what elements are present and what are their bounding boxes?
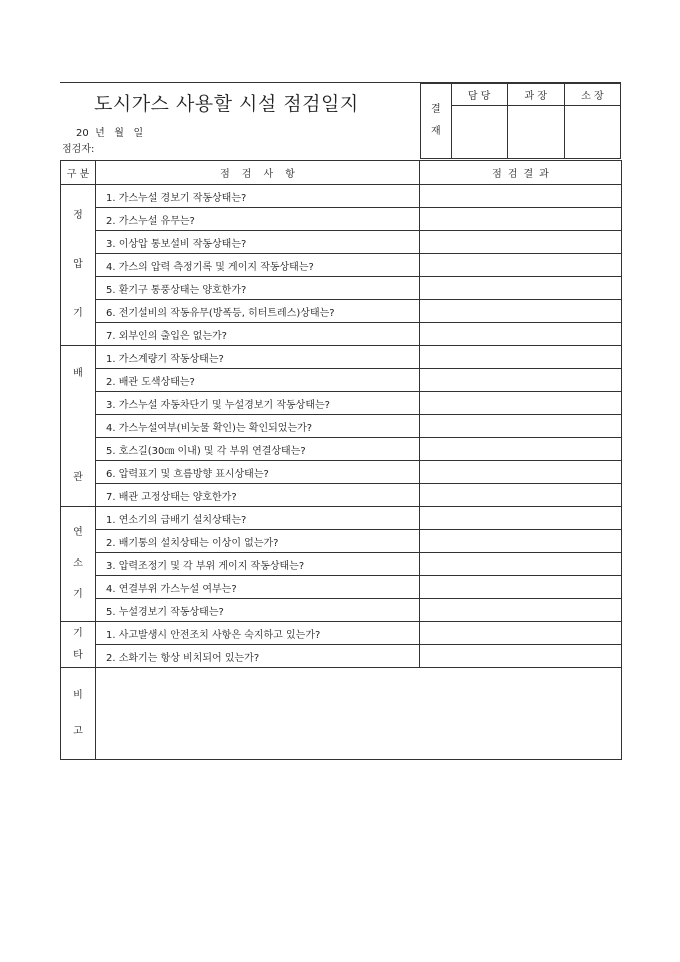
result-cell[interactable]: [420, 300, 622, 323]
check-item: 3. 이상압 통보설비 작동상태는?: [96, 231, 420, 254]
approval-sign-manager[interactable]: [507, 106, 564, 159]
check-item: 7. 외부인의 출입은 없는가?: [96, 323, 420, 346]
result-cell[interactable]: [420, 599, 622, 622]
section-regulator-label: 정 압 기: [61, 185, 96, 346]
approval-jae-label: 재: [430, 126, 441, 137]
approval-role-director: 소 장: [564, 84, 620, 106]
approval-role-manager: 과 장: [507, 84, 564, 106]
section-other-label: 기 타: [61, 622, 96, 668]
date-line: 20 년 월 일: [76, 128, 144, 139]
check-item: 2. 가스누설 유무는?: [96, 208, 420, 231]
check-item: 6. 압력표기 및 흐름방향 표시상태는?: [96, 461, 420, 484]
check-item: 7. 배관 고정상태는 양호한가?: [96, 484, 420, 507]
col-header-items: 점 검 사 항: [96, 161, 420, 185]
approval-gyeol-label: 결: [430, 104, 441, 115]
section-combustor-label: 연 소 기: [61, 507, 96, 622]
approval-label-cell: [421, 84, 452, 159]
result-cell[interactable]: [420, 415, 622, 438]
check-item: 2. 배기통의 설치상태는 이상이 없는가?: [96, 530, 420, 553]
result-cell[interactable]: [420, 231, 622, 254]
check-item: 5. 환기구 통풍상태는 양호한가?: [96, 277, 420, 300]
col-header-results: 점 검 결 과: [420, 161, 622, 185]
check-item: 1. 연소기의 급배기 설치상태는?: [96, 507, 420, 530]
inspector-label: 점검자:: [62, 144, 95, 155]
result-cell[interactable]: [420, 392, 622, 415]
section-piping-label: 배 관: [61, 346, 96, 507]
col-header-category: 구 분: [61, 161, 96, 185]
check-item: 4. 연결부위 가스누설 여부는?: [96, 576, 420, 599]
result-cell[interactable]: [420, 277, 622, 300]
check-item: 3. 가스누설 자동차단기 및 누설경보기 작동상태는?: [96, 392, 420, 415]
check-item: 2. 소화기는 항상 비치되어 있는가?: [96, 645, 420, 668]
approval-role-staff: 담 당: [451, 84, 507, 106]
result-cell[interactable]: [420, 185, 622, 208]
check-item: 2. 배관 도색상태는?: [96, 369, 420, 392]
result-cell[interactable]: [420, 438, 622, 461]
check-item: 4. 가스의 압력 측정기록 및 게이지 작동상태는?: [96, 254, 420, 277]
remarks-field[interactable]: [96, 668, 622, 760]
page-title: 도시가스 사용할 시설 점검일지: [94, 93, 359, 115]
result-cell[interactable]: [420, 645, 622, 668]
check-item: 5. 누설경보기 작동상태는?: [96, 599, 420, 622]
approval-box: [420, 83, 621, 159]
result-cell[interactable]: [420, 208, 622, 231]
inspection-log-sheet: [60, 82, 621, 760]
result-cell[interactable]: [420, 622, 622, 645]
result-cell[interactable]: [420, 530, 622, 553]
checklist-table: [60, 160, 622, 760]
check-item: 1. 사고발생시 안전조치 사항은 숙지하고 있는가?: [96, 622, 420, 645]
check-item: 1. 가스계량기 작동상태는?: [96, 346, 420, 369]
result-cell[interactable]: [420, 323, 622, 346]
check-item: 1. 가스누설 경보기 작동상태는?: [96, 185, 420, 208]
result-cell[interactable]: [420, 254, 622, 277]
check-item: 3. 압력조정기 및 각 부위 게이지 작동상태는?: [96, 553, 420, 576]
check-item: 5. 호스길(30㎝ 이내) 및 각 부위 연결상태는?: [96, 438, 420, 461]
result-cell[interactable]: [420, 346, 622, 369]
result-cell[interactable]: [420, 507, 622, 530]
result-cell[interactable]: [420, 369, 622, 392]
check-item: 6. 전기설비의 작동유무(방폭등, 히터트레스)상태는?: [96, 300, 420, 323]
result-cell[interactable]: [420, 484, 622, 507]
approval-sign-director[interactable]: [564, 106, 620, 159]
result-cell[interactable]: [420, 576, 622, 599]
header-area: [60, 82, 621, 160]
remarks-label: 비 고: [61, 668, 96, 760]
result-cell[interactable]: [420, 461, 622, 484]
result-cell[interactable]: [420, 553, 622, 576]
check-item: 4. 가스누설여부(비눗물 확인)는 확인되었는가?: [96, 415, 420, 438]
approval-sign-staff[interactable]: [451, 106, 507, 159]
